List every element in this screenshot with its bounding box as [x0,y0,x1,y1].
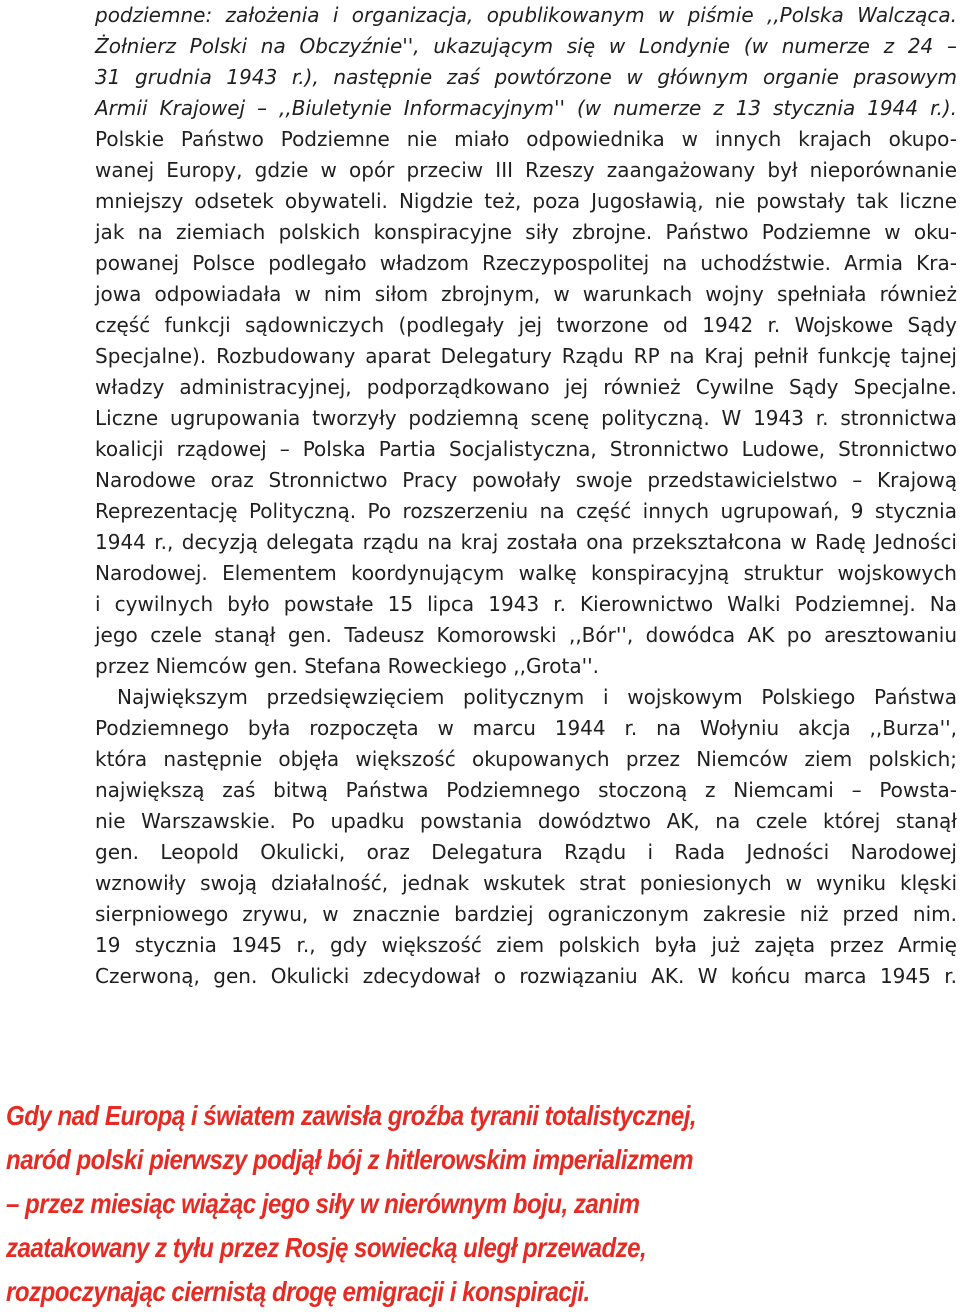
text-line: Narodowe oraz Stronnictwo Pracy powołały swoje przedstawicielstwo – Krajową [95,468,957,492]
text-line: wznowiły swoją działalność, jednak wskutek strat poniesionych w wyniku klęski [95,871,957,895]
quote-line: Gdy nad Europą i światem zawisła groźba tyranii totalistycznej, [6,1100,697,1131]
text-line: koalicji rządowej – Polska Partia Socjalistyczna, Stronnictwo Ludowe, Stronnictwo [95,437,957,461]
text-line: Polskie Państwo Podziemne nie miało odpowiednika w innych krajach okupo- [95,127,957,151]
text-line: 31 grudnia 1943 r.), następnie zaś powtórzone w głównym organie prasowym [95,65,957,89]
text-line: wanej Europy, gdzie w opór przeciw III Rzeszy zaangażowany był nieporównanie [95,158,957,182]
text-line: gen. Leopold Okulicki, oraz Delegatura Rządu i Rada Jedności Narodowej [95,840,957,864]
text-line: przez Niemców gen. Stefana Roweckiego ,,Grota''. [95,654,599,678]
quote-line: – przez miesiąc wiążąc jego siły w nierównym boju, zanim [6,1188,640,1219]
text-line: Czerwoną, gen. Okulicki zdecydował o rozwiązaniu AK. W końcu marca 1945 r. [95,964,957,988]
text-line: Żołnierz Polski na Obczyźnie'', ukazującym się w Londynie (w numerze z 24 – [95,34,957,58]
text-line: Podziemnego była rozpoczęta w marcu 1944 r. na Wołyniu akcja ,,Burza'', [95,716,957,740]
text-line: Reprezentację Polityczną. Po rozszerzeniu na część innych ugrupowań, 9 stycznia [95,499,957,523]
text-line: jego czele stanął gen. Tadeusz Komorowski ,,Bór'', dowódca AK po aresztowaniu [95,623,957,647]
text-line: sierpniowego zrywu, w znacznie bardziej ograniczonym zakresie niż przed nim. [95,902,957,926]
text-line: Największym przedsięwzięciem politycznym i wojskowym Polskiego Państwa [117,685,957,709]
body-text [95,0,957,992]
text-line: podziemne: założenia i organizacja, opublikowanym w piśmie ,,Polska Walcząca. [95,3,957,27]
text-line: powanej Polsce podlegało władzom Rzeczypospolitej na uchodźstwie. Armia Kra- [95,251,957,275]
paragraph-1 [95,0,957,682]
text-line: 1944 r., decyzją delegata rządu na kraj została ona przekształcona w Radę Jedności [95,530,957,554]
text-line: największą zaś bitwą Państwa Podziemnego stoczoną z Niemcami – Powsta- [95,778,957,802]
quote-line: naród polski pierwszy podjął bój z hitlerowskim imperializmem [6,1144,694,1175]
text-line: która następnie objęła większość okupowanych przez Niemców ziem polskich; [95,747,957,771]
text-line: jowa odpowiadała w nim siłom zbrojnym, w warunkach wojny spełniała również [95,282,957,306]
text-line: Specjalne). Rozbudowany aparat Delegatury Rządu RP na Kraj pełnił funkcję tajnej [95,344,957,368]
text-line: nie Warszawskie. Po upadku powstania dowództwo AK, na czele której stanął [95,809,957,833]
quote-line: zaatakowany z tyłu przez Rosję sowiecką uległ przewadze, [6,1232,647,1263]
text-line: i cywilnych było powstałe 15 lipca 1943 r. Kierownictwo Walki Podziemnej. Na [95,592,957,616]
pull-quote [6,1094,780,1314]
text-line: władzy administracyjnej, podporządkowano jej również Cywilne Sądy Specjalne. [95,375,957,399]
text-line: 19 stycznia 1945 r., gdy większość ziem polskich była już zajęta przez Armię [95,933,957,957]
text-line: Narodowej. Elementem koordynującym walkę konspiracyjną struktur wojskowych [95,561,957,585]
text-line: część funkcji sądowniczych (podlegały jej tworzone od 1942 r. Wojskowe Sądy [95,313,957,337]
text-line: Liczne ugrupowania tworzyły podziemną scenę polityczną. W 1943 r. stronnictwa [95,406,957,430]
text-line: Armii Krajowej – ,,Biuletynie Informacyjnym'' (w numerze z 13 stycznia 1944 r.). [95,96,957,120]
text-line: mniejszy odsetek obywateli. Nigdzie też, poza Jugosławią, nie powstały tak liczne [95,189,957,213]
text-line: jak na ziemiach polskich konspiracyjne siły zbrojne. Państwo Podziemne w oku- [95,220,957,244]
quote-line: rozpoczynając ciernistą drogę emigracji i konspiracji. [6,1276,590,1307]
paragraph-2 [95,682,957,992]
